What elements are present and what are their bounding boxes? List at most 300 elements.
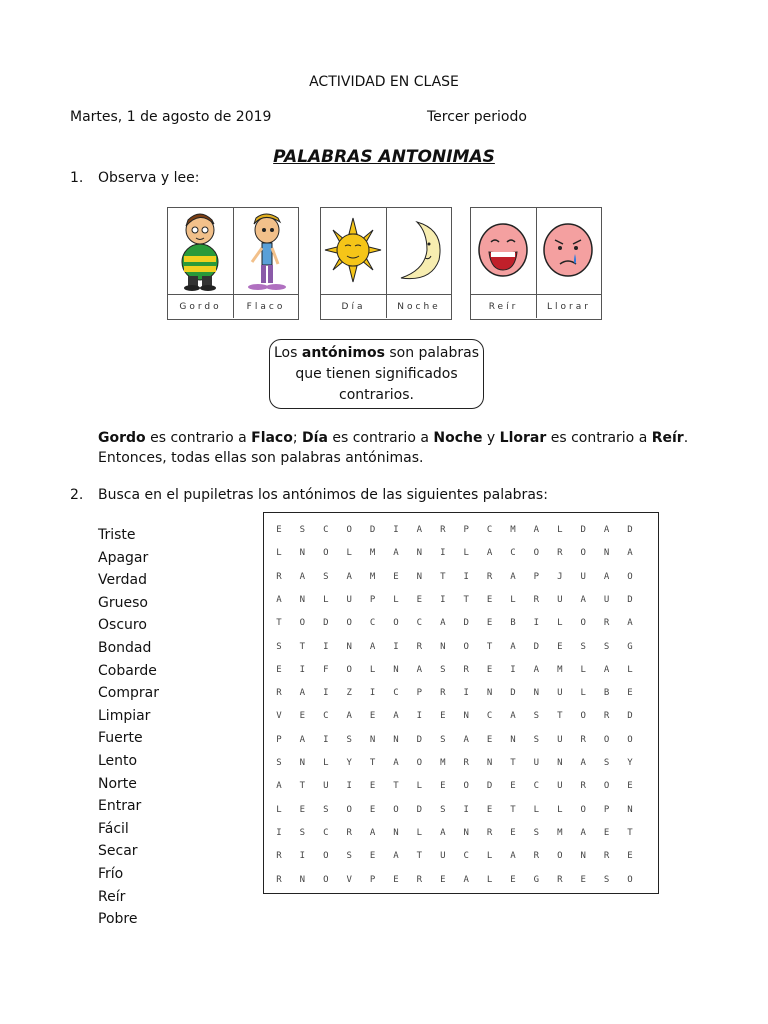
grid-letter[interactable]: E	[299, 804, 306, 815]
grid-row	[264, 805, 658, 828]
grid-letter[interactable]: I	[533, 618, 540, 629]
laughing-face-illustration	[471, 208, 537, 294]
grid-letter[interactable]: S	[603, 874, 610, 885]
grid-letter[interactable]: N	[393, 664, 399, 675]
section-2-number: 2.	[70, 487, 84, 503]
grid-letter[interactable]: N	[533, 688, 540, 699]
grid-letter[interactable]: O	[627, 571, 633, 582]
grid-letter[interactable]: E	[486, 734, 493, 745]
activity-heading: ACTIVIDAD EN CLASE	[309, 74, 459, 90]
grid-letter[interactable]: N	[463, 711, 469, 722]
grid-letter[interactable]: U	[603, 594, 610, 605]
grid-letter[interactable]: L	[510, 594, 516, 605]
grid-letter[interactable]: E	[440, 711, 446, 722]
grid-letter[interactable]: T	[510, 804, 516, 815]
grid-letter[interactable]: O	[627, 734, 633, 745]
grid-letter[interactable]: S	[276, 641, 282, 652]
grid-letter[interactable]: L	[557, 525, 563, 535]
grid-letter[interactable]: S	[533, 711, 540, 722]
grid-letter[interactable]: E	[557, 641, 563, 652]
grid-letter[interactable]: I	[323, 688, 329, 699]
grid-letter[interactable]: M	[510, 525, 516, 535]
grid-letter[interactable]: L	[416, 781, 423, 792]
grid-letter[interactable]: I	[440, 594, 446, 605]
grid-letter[interactable]: E	[486, 594, 493, 605]
grid-letter[interactable]: Y	[627, 758, 633, 768]
grid-letter[interactable]: C	[323, 711, 329, 722]
grid-letter[interactable]: N	[557, 758, 563, 768]
grid-letter[interactable]: R	[463, 758, 469, 768]
grid-letter[interactable]: S	[276, 758, 282, 768]
grid-letter[interactable]: A	[463, 734, 469, 745]
grid-letter[interactable]: R	[603, 851, 610, 862]
grid-letter[interactable]: R	[276, 571, 282, 582]
grid-letter[interactable]: D	[416, 734, 423, 745]
word-list-item: Secar	[98, 843, 138, 860]
grid-letter[interactable]: U	[557, 594, 563, 605]
grid-letter[interactable]: U	[557, 688, 563, 699]
grid-letter[interactable]: N	[486, 688, 493, 699]
grid-letter[interactable]: A	[299, 688, 306, 699]
grid-letter[interactable]: R	[580, 781, 586, 792]
grid-letter[interactable]: L	[323, 594, 329, 605]
grid-letter[interactable]: A	[416, 664, 423, 675]
section-1-instruction: Observa y lee:	[98, 170, 200, 186]
grid-letter[interactable]: R	[557, 874, 563, 885]
grid-letter[interactable]: D	[627, 711, 633, 722]
grid-letter[interactable]: F	[323, 664, 329, 675]
grid-letter[interactable]: Y	[346, 758, 352, 768]
grid-letter[interactable]: A	[463, 874, 469, 885]
grid-letter[interactable]: T	[486, 641, 493, 652]
grid-letter[interactable]: I	[299, 851, 306, 862]
grid-letter[interactable]: P	[369, 874, 376, 885]
grid-letter[interactable]: E	[627, 781, 633, 792]
grid-letter[interactable]: T	[416, 851, 423, 862]
grid-letter[interactable]: C	[369, 618, 376, 629]
grid-letter[interactable]: E	[510, 874, 516, 885]
grid-letter[interactable]: A	[369, 827, 376, 838]
grid-row	[264, 711, 658, 734]
grid-letter[interactable]: E	[440, 874, 446, 885]
grid-letter[interactable]: L	[416, 827, 423, 838]
grid-row	[264, 548, 658, 571]
grid-letter[interactable]: A	[393, 548, 399, 559]
grid-letter[interactable]: C	[393, 688, 399, 699]
grid-letter[interactable]: C	[323, 525, 329, 535]
grid-letter[interactable]: O	[580, 804, 586, 815]
word-list-item: Cobarde	[98, 662, 157, 679]
grid-letter[interactable]: O	[323, 874, 329, 885]
grid-letter[interactable]: N	[416, 548, 423, 559]
grid-letter[interactable]: T	[393, 781, 399, 792]
grid-letter[interactable]: A	[440, 618, 446, 629]
grid-letter[interactable]: L	[580, 688, 586, 699]
grid-letter[interactable]: O	[627, 874, 633, 885]
grid-letter[interactable]: R	[580, 734, 586, 745]
definition-keyword: antónimos	[301, 345, 385, 361]
grid-letter[interactable]: D	[627, 525, 633, 535]
grid-letter[interactable]: O	[463, 781, 469, 792]
grid-letter[interactable]: A	[580, 594, 586, 605]
grid-letter[interactable]: A	[416, 525, 423, 535]
word-list-item: Norte	[98, 775, 137, 792]
grid-letter[interactable]: A	[393, 758, 399, 768]
grid-letter[interactable]: A	[276, 781, 282, 792]
grid-letter[interactable]: N	[299, 874, 306, 885]
grid-letter[interactable]: D	[323, 618, 329, 629]
grid-letter[interactable]: U	[533, 758, 540, 768]
grid-letter[interactable]: I	[510, 664, 516, 675]
grid-letter[interactable]: A	[603, 571, 610, 582]
grid-letter[interactable]: A	[510, 711, 516, 722]
grid-letter[interactable]: L	[557, 618, 563, 629]
grid-letter[interactable]: A	[580, 827, 586, 838]
grid-letter[interactable]: C	[533, 781, 540, 792]
grid-letter[interactable]: S	[299, 827, 306, 838]
grid-letter[interactable]: T	[440, 571, 446, 582]
grid-letter[interactable]: T	[627, 827, 633, 838]
grid-letter[interactable]: T	[299, 781, 306, 792]
grid-row	[264, 525, 658, 548]
grid-letter[interactable]: P	[463, 525, 469, 535]
grid-letter[interactable]: N	[393, 734, 399, 745]
grid-letter[interactable]: I	[416, 711, 423, 722]
grid-letter[interactable]: P	[603, 804, 610, 815]
fat-boy-illustration	[168, 208, 234, 294]
grid-letter[interactable]: I	[323, 734, 329, 745]
grid-letter[interactable]: O	[580, 548, 586, 559]
grid-letter[interactable]: R	[603, 711, 610, 722]
grid-letter[interactable]: A	[510, 641, 516, 652]
definition-box	[269, 339, 484, 409]
grid-letter[interactable]: C	[463, 851, 469, 862]
explanation-text: .	[683, 430, 689, 446]
grid-letter[interactable]: A	[393, 711, 399, 722]
grid-letter[interactable]: N	[580, 851, 586, 862]
grid-letter[interactable]: R	[440, 525, 446, 535]
explanation-text: y	[482, 430, 500, 446]
grid-letter[interactable]: S	[533, 827, 540, 838]
grid-letter[interactable]: I	[393, 525, 399, 535]
section-2-instruction: Busca en el pupiletras los antónimos de las siguientes palabras:	[98, 487, 548, 503]
grid-letter[interactable]: N	[603, 548, 610, 559]
grid-letter[interactable]: A	[393, 851, 399, 862]
grid-letter[interactable]: A	[510, 571, 516, 582]
grid-letter[interactable]: N	[299, 758, 306, 768]
grid-letter[interactable]: S	[299, 525, 306, 535]
grid-letter[interactable]: A	[627, 618, 633, 629]
grid-letter[interactable]: O	[346, 618, 352, 629]
grid-letter[interactable]: D	[369, 525, 376, 535]
grid-letter[interactable]: O	[323, 851, 329, 862]
grid-letter[interactable]: S	[533, 734, 540, 745]
grid-letter[interactable]: M	[557, 664, 563, 675]
label-flaco: Flaco	[234, 294, 298, 318]
grid-letter[interactable]: I	[463, 804, 469, 815]
grid-letter[interactable]: L	[533, 804, 540, 815]
grid-letter[interactable]: L	[486, 851, 493, 862]
grid-letter[interactable]: R	[440, 688, 446, 699]
grid-letter[interactable]: I	[323, 641, 329, 652]
grid-letter[interactable]: E	[486, 664, 493, 675]
sun-illustration	[321, 208, 387, 294]
grid-letter[interactable]: E	[369, 781, 376, 792]
grid-row	[264, 828, 658, 851]
grid-letter[interactable]: M	[369, 571, 376, 582]
grid-letter[interactable]: D	[510, 688, 516, 699]
grid-letter[interactable]: A	[299, 571, 306, 582]
grid-letter[interactable]: E	[627, 851, 633, 862]
grid-letter[interactable]: M	[440, 758, 446, 768]
grid-letter[interactable]: D	[580, 525, 586, 535]
grid-letter[interactable]: D	[627, 594, 633, 605]
grid-letter[interactable]: L	[580, 664, 586, 675]
grid-letter[interactable]: E	[510, 781, 516, 792]
grid-letter[interactable]: T	[276, 618, 282, 629]
grid-letter[interactable]: S	[323, 571, 329, 582]
grid-letter[interactable]: O	[323, 548, 329, 559]
grid-letter[interactable]: R	[533, 851, 540, 862]
grid-letter[interactable]: O	[603, 781, 610, 792]
word-list-item: Bondad	[98, 640, 152, 656]
grid-letter[interactable]: I	[346, 781, 352, 792]
grid-letter[interactable]: L	[557, 804, 563, 815]
grid-letter[interactable]: N	[416, 571, 423, 582]
grid-letter[interactable]: L	[276, 548, 282, 559]
grid-letter[interactable]: E	[580, 874, 586, 885]
explanation-text: es contrario a	[145, 430, 252, 446]
grid-letter[interactable]: E	[276, 525, 282, 535]
label-dia: Día	[321, 294, 387, 318]
grid-letter[interactable]: L	[276, 804, 282, 815]
grid-letter[interactable]: E	[510, 827, 516, 838]
grid-letter[interactable]: O	[416, 758, 423, 768]
explanation-line-2: Entonces, todas ellas son palabras antónimas.	[98, 450, 424, 466]
grid-letter[interactable]: A	[627, 548, 633, 559]
grid-letter[interactable]: C	[486, 711, 493, 722]
grid-letter[interactable]: D	[416, 804, 423, 815]
grid-letter[interactable]: O	[299, 618, 306, 629]
grid-letter[interactable]: L	[627, 664, 633, 675]
grid-letter[interactable]: T	[557, 711, 563, 722]
grid-letter[interactable]: S	[440, 664, 446, 675]
grid-letter[interactable]: R	[276, 851, 282, 862]
grid-letter[interactable]: R	[486, 571, 493, 582]
grid-letter[interactable]: U	[557, 734, 563, 745]
grid-letter[interactable]: O	[393, 804, 399, 815]
grid-letter[interactable]: C	[510, 548, 516, 559]
grid-letter[interactable]: O	[346, 525, 352, 535]
grid-letter[interactable]: I	[463, 688, 469, 699]
grid-letter[interactable]: I	[440, 548, 446, 559]
grid-letter[interactable]: B	[510, 618, 516, 629]
grid-letter[interactable]: N	[299, 594, 306, 605]
grid-letter[interactable]: M	[557, 827, 563, 838]
grid-letter[interactable]: R	[416, 874, 423, 885]
grid-letter[interactable]: U	[580, 571, 586, 582]
grid-letter[interactable]: O	[393, 618, 399, 629]
grid-letter[interactable]: E	[369, 711, 376, 722]
grid-letter[interactable]: O	[533, 548, 540, 559]
word-list-item: Grueso	[98, 594, 148, 611]
grid-letter[interactable]: G	[627, 641, 633, 652]
grid-letter[interactable]: L	[323, 758, 329, 768]
grid-letter[interactable]: R	[276, 688, 282, 699]
explanation-word-flaco: Flaco	[251, 430, 293, 446]
grid-letter[interactable]: T	[369, 758, 376, 768]
grid-row	[264, 618, 658, 641]
word-list-item: Frío	[98, 866, 124, 882]
grid-letter[interactable]: O	[557, 851, 563, 862]
grid-letter[interactable]: T	[510, 758, 516, 768]
grid-letter[interactable]: S	[346, 851, 352, 862]
grid-letter[interactable]: E	[416, 594, 423, 605]
grid-letter[interactable]: S	[580, 641, 586, 652]
grid-letter[interactable]: T	[299, 641, 306, 652]
grid-letter[interactable]: E	[486, 618, 493, 629]
grid-letter[interactable]: G	[533, 874, 540, 885]
grid-letter[interactable]: I	[393, 641, 399, 652]
grid-row	[264, 595, 658, 618]
grid-letter[interactable]: E	[603, 827, 610, 838]
grid-letter[interactable]: V	[276, 711, 282, 722]
grid-letter[interactable]: A	[299, 734, 306, 745]
word-list-item: Triste	[98, 527, 136, 543]
grid-letter[interactable]: N	[299, 548, 306, 559]
grid-letter[interactable]: R	[486, 827, 493, 838]
grid-letter[interactable]: E	[393, 874, 399, 885]
grid-letter[interactable]: E	[393, 571, 399, 582]
grid-letter[interactable]: P	[533, 571, 540, 582]
grid-letter[interactable]: E	[369, 804, 376, 815]
definition-prefix: Los	[274, 345, 298, 361]
explanation-line-1	[98, 430, 688, 446]
word-list-item: Fuerte	[98, 730, 143, 747]
grid-letter[interactable]: C	[416, 618, 423, 629]
grid-letter[interactable]: E	[627, 688, 633, 699]
grid-letter[interactable]: P	[416, 688, 423, 699]
grid-letter[interactable]: O	[346, 804, 352, 815]
grid-letter[interactable]: L	[463, 548, 469, 559]
grid-letter[interactable]: P	[276, 734, 282, 745]
grid-letter[interactable]: U	[557, 781, 563, 792]
grid-letter[interactable]: I	[369, 688, 376, 699]
grid-letter[interactable]: A	[369, 641, 376, 652]
grid-letter[interactable]: U	[346, 594, 352, 605]
grid-letter[interactable]: B	[603, 688, 610, 699]
grid-letter[interactable]: M	[369, 548, 376, 559]
grid-letter[interactable]: A	[533, 664, 540, 675]
grid-letter[interactable]: V	[346, 874, 352, 885]
grid-letter[interactable]: O	[580, 618, 586, 629]
grid-letter[interactable]: N	[346, 641, 352, 652]
grid-letter[interactable]: O	[580, 711, 586, 722]
grid-letter[interactable]: R	[533, 594, 540, 605]
grid-letter[interactable]: A	[603, 525, 610, 535]
grid-letter[interactable]: A	[533, 525, 540, 535]
grid-letter[interactable]: R	[276, 874, 282, 885]
grid-letter[interactable]: S	[346, 734, 352, 745]
grid-letter[interactable]: R	[557, 548, 563, 559]
grid-letter[interactable]: N	[510, 734, 516, 745]
grid-letter[interactable]: O	[603, 734, 610, 745]
page-title: PALABRAS ANTONIMAS	[273, 147, 495, 167]
grid-letter[interactable]: I	[299, 664, 306, 675]
grid-letter[interactable]: U	[440, 851, 446, 862]
grid-letter[interactable]: E	[486, 804, 493, 815]
grid-letter[interactable]: N	[440, 641, 446, 652]
definition-line1-suffix: son palabras	[389, 345, 479, 361]
grid-letter[interactable]: S	[323, 804, 329, 815]
grid-letter[interactable]: R	[416, 641, 423, 652]
grid-letter[interactable]: R	[463, 664, 469, 675]
grid-letter[interactable]: P	[369, 594, 376, 605]
grid-letter[interactable]: A	[346, 571, 352, 582]
grid-letter[interactable]: R	[346, 827, 352, 838]
grid-letter[interactable]: I	[463, 571, 469, 582]
grid-letter[interactable]: L	[393, 594, 399, 605]
grid-letter[interactable]: S	[603, 758, 610, 768]
grid-letter[interactable]: A	[486, 548, 493, 559]
explanation-text: es contrario a	[546, 430, 652, 446]
grid-letter[interactable]: J	[557, 571, 563, 582]
grid-letter[interactable]: A	[346, 711, 352, 722]
grid-letter[interactable]: E	[299, 711, 306, 722]
grid-letter[interactable]: D	[533, 641, 540, 652]
grid-letter[interactable]: I	[276, 827, 282, 838]
grid-letter[interactable]: O	[463, 641, 469, 652]
grid-letter[interactable]: C	[323, 827, 329, 838]
grid-letter[interactable]: L	[369, 664, 376, 675]
definition-line3: contrarios.	[339, 387, 414, 403]
explanation-text: ;	[292, 430, 303, 446]
grid-letter[interactable]: E	[276, 664, 282, 675]
grid-letter[interactable]: A	[276, 594, 282, 605]
word-list-item: Apagar	[98, 549, 149, 566]
grid-letter[interactable]: N	[463, 827, 469, 838]
grid-letter[interactable]: A	[580, 758, 586, 768]
grid-letter[interactable]: R	[603, 618, 610, 629]
grid-letter[interactable]: S	[440, 804, 446, 815]
grid-letter[interactable]: E	[440, 781, 446, 792]
grid-row	[264, 758, 658, 781]
grid-letter[interactable]: S	[603, 641, 610, 652]
grid-letter[interactable]: C	[486, 525, 493, 535]
grid-letter[interactable]: O	[346, 664, 352, 675]
grid-letter[interactable]: A	[440, 827, 446, 838]
grid-letter[interactable]: L	[346, 548, 352, 559]
explanation-word-reir: Reír	[651, 430, 684, 446]
grid-letter[interactable]: Z	[346, 688, 352, 699]
grid-letter[interactable]: A	[510, 851, 516, 862]
grid-letter[interactable]: A	[603, 664, 610, 675]
grid-letter[interactable]: S	[440, 734, 446, 745]
grid-letter[interactable]: U	[323, 781, 329, 792]
label-gordo: Gordo	[168, 294, 234, 318]
grid-letter[interactable]: E	[369, 851, 376, 862]
grid-letter[interactable]: N	[393, 827, 399, 838]
grid-letter[interactable]: N	[627, 804, 633, 815]
grid-letter[interactable]: N	[369, 734, 376, 745]
grid-letter[interactable]: D	[463, 618, 469, 629]
label-reir: Reír	[471, 294, 537, 318]
grid-letter[interactable]: D	[486, 781, 493, 792]
grid-letter[interactable]: T	[463, 594, 469, 605]
grid-letter[interactable]: N	[486, 758, 493, 768]
grid-letter[interactable]: L	[486, 874, 493, 885]
definition-line2: que tienen significados	[295, 366, 458, 382]
